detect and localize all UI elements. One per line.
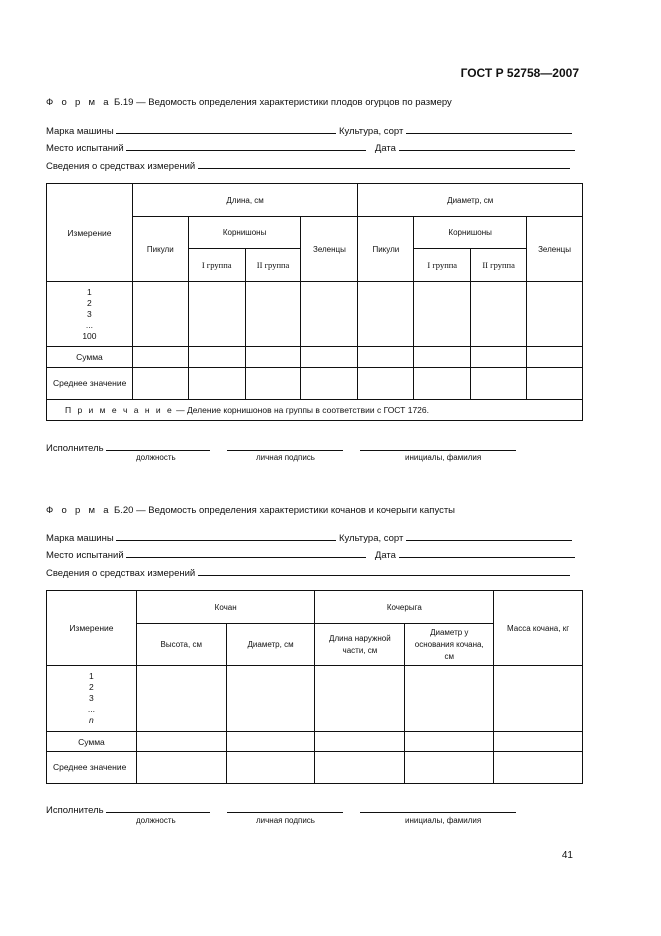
culture-label: Культура, сорт	[338, 533, 404, 544]
row-number: 3	[87, 308, 92, 319]
row-numbers	[47, 282, 133, 347]
group2-header: II группа	[245, 249, 301, 282]
position-caption: должность	[136, 816, 176, 825]
data-cell[interactable]	[245, 282, 301, 347]
signature-field[interactable]	[227, 802, 343, 813]
form20-title	[46, 505, 455, 516]
form19-executor-line	[46, 440, 516, 454]
instruments-field[interactable]	[198, 158, 570, 169]
form20-table	[46, 590, 583, 784]
mean-label: Среднее значение	[47, 368, 133, 400]
form20-instruments-line	[46, 565, 570, 579]
form19-place-line	[46, 140, 575, 154]
initials-caption: инициалы, фамилия	[405, 453, 482, 462]
data-cell[interactable]	[132, 282, 188, 347]
data-cell[interactable]	[188, 347, 245, 368]
form20-title-text: Б.20 — Ведомость определения характеристики кочанов и кочерыги капусты	[114, 505, 456, 516]
form19-title-text: Б.19 — Ведомость определения характеристики плодов огурцов по размеру	[114, 97, 452, 108]
pickles-header: Пикули	[358, 217, 414, 282]
row-numbers	[47, 666, 137, 732]
date-label: Дата	[374, 550, 396, 561]
instruments-label: Сведения о средствах измерений	[46, 161, 196, 172]
stalk-header: Кочерыга	[315, 591, 494, 624]
row-number: ...	[85, 319, 93, 330]
executor-label: Исполнитель	[46, 805, 104, 816]
date-label: Дата	[374, 143, 396, 154]
data-cell[interactable]	[132, 347, 188, 368]
data-cell[interactable]	[414, 368, 471, 400]
mean-label: Среднее значение	[47, 752, 137, 784]
table-row	[47, 347, 583, 368]
group2-header: II группа	[471, 249, 527, 282]
data-cell[interactable]	[136, 732, 226, 752]
group1-header: I группа	[188, 249, 245, 282]
row-number: n	[89, 715, 94, 725]
data-cell[interactable]	[301, 368, 358, 400]
form19-instruments-line	[46, 158, 570, 172]
data-cell[interactable]	[471, 347, 527, 368]
row-number: 100	[82, 330, 97, 341]
gherkins-header: Корнишоны	[188, 217, 301, 249]
machine-field[interactable]	[116, 123, 336, 134]
note-text: — Деление корнишонов на группы в соответствии с ГОСТ 1726.	[173, 405, 429, 415]
data-cell[interactable]	[405, 752, 494, 784]
data-cell[interactable]	[405, 666, 494, 732]
measure-header: Измерение	[47, 184, 133, 282]
form20-place-line	[46, 547, 575, 561]
culture-field[interactable]	[406, 123, 572, 134]
initials-caption: инициалы, фамилия	[405, 816, 482, 825]
machine-label: Марка машины	[46, 533, 114, 544]
row-number: ...	[87, 704, 95, 714]
data-cell[interactable]	[301, 282, 358, 347]
form20-machine-line	[46, 530, 572, 544]
pickles-header: Пикули	[132, 217, 188, 282]
row-number: 2	[87, 297, 92, 308]
data-cell[interactable]	[188, 368, 245, 400]
data-cell[interactable]	[226, 666, 315, 732]
data-cell[interactable]	[494, 752, 583, 784]
initials-field[interactable]	[360, 440, 516, 451]
form19-title	[46, 97, 452, 108]
position-caption: должность	[136, 453, 176, 462]
place-label: Место испытаний	[46, 143, 124, 154]
data-cell[interactable]	[136, 752, 226, 784]
data-cell[interactable]	[358, 368, 414, 400]
document-id: ГОСТ Р 52758—2007	[460, 66, 579, 80]
date-field[interactable]	[399, 140, 575, 151]
initials-field[interactable]	[360, 802, 516, 813]
culture-label: Культура, сорт	[338, 126, 404, 137]
form19-table	[46, 183, 583, 421]
table-row	[47, 368, 583, 400]
head-header: Кочан	[136, 591, 315, 624]
data-cell[interactable]	[471, 282, 527, 347]
data-cell[interactable]	[301, 347, 358, 368]
place-label: Место испытаний	[46, 550, 124, 561]
culture-field[interactable]	[406, 530, 572, 541]
instruments-field[interactable]	[198, 565, 570, 576]
data-cell[interactable]	[226, 752, 315, 784]
note-row	[47, 400, 583, 421]
diameter-header: Диаметр, см	[358, 184, 583, 217]
data-cell[interactable]	[245, 368, 301, 400]
data-cell[interactable]	[226, 732, 315, 752]
signature-caption: личная подпись	[256, 453, 315, 462]
data-cell[interactable]	[245, 347, 301, 368]
table-row	[47, 732, 583, 752]
base-diameter-header: Диаметр у основания кочана, см	[405, 624, 494, 666]
length-header: Длина, см	[132, 184, 358, 217]
outer-length-header: Длина наружной части, см	[315, 624, 405, 666]
data-cell[interactable]	[527, 282, 583, 347]
signature-field[interactable]	[227, 440, 343, 451]
data-cell[interactable]	[358, 282, 414, 347]
note-label: П р и м е ч а н и е	[65, 405, 174, 415]
data-cell[interactable]	[315, 752, 405, 784]
place-field[interactable]	[126, 140, 366, 151]
data-cell[interactable]	[315, 666, 405, 732]
data-cell[interactable]	[471, 368, 527, 400]
data-cell[interactable]	[136, 666, 226, 732]
row-number: 3	[89, 693, 94, 703]
group1-header: I группа	[414, 249, 471, 282]
data-cell[interactable]	[315, 732, 405, 752]
sum-label: Сумма	[47, 732, 137, 752]
data-cell[interactable]	[414, 282, 471, 347]
table-row	[47, 666, 583, 732]
sum-label: Сумма	[47, 347, 133, 368]
greens-header: Зеленцы	[301, 217, 358, 282]
executor-label: Исполнитель	[46, 443, 104, 454]
data-cell[interactable]	[358, 347, 414, 368]
data-cell[interactable]	[414, 347, 471, 368]
gherkins-header: Корнишоны	[414, 217, 527, 249]
table-note	[47, 400, 583, 421]
instruments-label: Сведения о средствах измерений	[46, 568, 196, 579]
mass-header: Масса кочана, кг	[494, 591, 583, 666]
diameter-header: Диаметр, см	[226, 624, 315, 666]
position-field[interactable]	[106, 802, 210, 813]
height-header: Высота, см	[136, 624, 226, 666]
row-number: 1	[89, 671, 94, 681]
row-number: 2	[89, 682, 94, 692]
data-cell[interactable]	[527, 347, 583, 368]
position-field[interactable]	[106, 440, 210, 451]
data-cell[interactable]	[405, 732, 494, 752]
data-cell[interactable]	[188, 282, 245, 347]
data-cell[interactable]	[132, 368, 188, 400]
machine-field[interactable]	[116, 530, 336, 541]
data-cell[interactable]	[527, 368, 583, 400]
signature-caption: личная подпись	[256, 816, 315, 825]
form20-executor-line	[46, 802, 516, 816]
place-field[interactable]	[126, 547, 366, 558]
greens-header: Зеленцы	[527, 217, 583, 282]
date-field[interactable]	[399, 547, 575, 558]
form19-prefix: Ф о р м а	[46, 97, 112, 108]
data-cell[interactable]	[494, 732, 583, 752]
machine-label: Марка машины	[46, 126, 114, 137]
table-row	[47, 752, 583, 784]
data-cell[interactable]	[494, 666, 583, 732]
form20-prefix: Ф о р м а	[46, 505, 112, 516]
page-number: 41	[561, 850, 573, 861]
table-row	[47, 282, 583, 347]
form19-machine-line	[46, 123, 572, 137]
measure-header: Измерение	[47, 591, 137, 666]
row-number: 1	[87, 286, 92, 297]
